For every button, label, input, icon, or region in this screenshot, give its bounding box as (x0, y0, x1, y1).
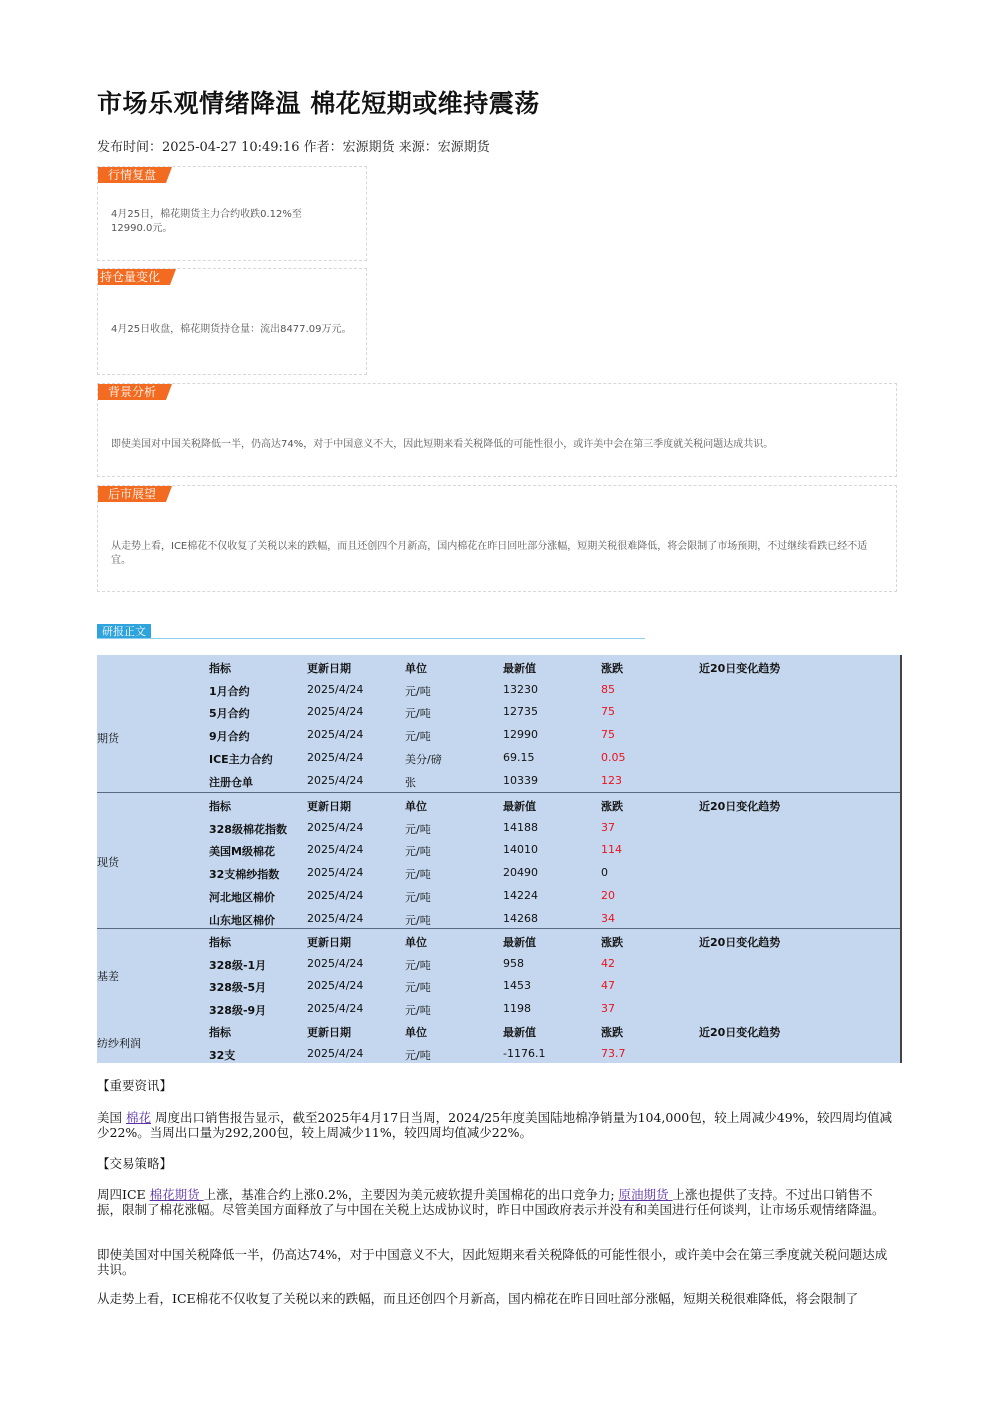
table-header-cell: 指标 (209, 1026, 231, 1039)
table-cell: 0.05 (601, 750, 626, 764)
strategy-paragraph (97, 1187, 897, 1217)
paragraph-3: 即使美国对中国关税降低一半，仍高达74%，对于中国意义不大，因此短期来看关税降低的可能性很小，或许美中会在第三季度就关税问题达成共识。 (97, 1247, 888, 1277)
table-header-cell: 单位 (405, 1026, 427, 1039)
table-cell: 元/吨 (405, 1004, 431, 1018)
table-cell: 14268 (503, 911, 538, 925)
table-section (97, 1019, 900, 1063)
table-header-cell: 最新值 (503, 936, 536, 949)
table-header-cell: 近20日变化趋势 (699, 1026, 781, 1039)
table-cell: 2025/4/24 (307, 866, 364, 880)
table-row-label: 9月合约 (209, 730, 250, 744)
table-cell: 元/吨 (405, 913, 431, 927)
table-group-label: 现货 (97, 856, 119, 869)
table-cell: 20 (601, 888, 615, 902)
table-cell: 2025/4/24 (307, 705, 364, 719)
table-header-cell: 近20日变化趋势 (699, 936, 781, 949)
table-cell: 73.7 (601, 1046, 626, 1060)
table-cell: 12990 (503, 728, 538, 742)
table-cell: 元/吨 (405, 730, 431, 744)
table-cell: 114 (601, 843, 622, 857)
table-cell: 元/吨 (405, 868, 431, 882)
table-cell: 元/吨 (405, 890, 431, 904)
table-cell: 75 (601, 728, 615, 742)
table-section (97, 655, 900, 792)
table-header-cell: 最新值 (503, 800, 536, 813)
table-header-cell: 近20日变化趋势 (699, 662, 781, 675)
position-box (97, 268, 367, 375)
table-section (97, 928, 900, 1020)
table-cell: 20490 (503, 866, 538, 880)
news-pre: 美国 (97, 1110, 126, 1125)
review-box (97, 166, 367, 261)
table-cell: 2025/4/24 (307, 773, 364, 787)
paragraph-4: 从走势上看，ICE棉花不仅收复了关税以来的跌幅，而且还创四个月新高，国内棉花在昨日回吐部分涨幅，短期关税很难降低，将会限制了 (97, 1291, 859, 1306)
table-header-cell: 最新值 (503, 1026, 536, 1039)
table-cell: 元/吨 (405, 1048, 431, 1062)
table-group-label: 基差 (97, 970, 119, 983)
news-paragraph (97, 1110, 897, 1140)
table-header-cell: 更新日期 (307, 936, 351, 949)
table-header-cell: 涨跌 (601, 936, 623, 949)
crude-oil-futures-link[interactable]: 原油期货 (618, 1187, 673, 1202)
table-row-label: 328级-5月 (209, 981, 267, 995)
table-header-cell: 指标 (209, 662, 231, 675)
table-cell: 2025/4/24 (307, 956, 364, 970)
table-header-cell: 涨跌 (601, 662, 623, 675)
position-text: 4月25日收盘，棉花期货持仓量：流出8477.09万元。 (111, 324, 352, 335)
table-cell: 123 (601, 773, 622, 787)
table-cell: 85 (601, 682, 615, 696)
news-post: 周度出口销售报告显示，截至2025年4月17日当周，2024/25年度美国陆地棉净销量为104,000包，较上周减少49%，较四周均值减少22%。当周出口量为292,200包，较上周减少11%，较四周均值减少22%。 (97, 1110, 893, 1140)
table-row-label: 注册仓单 (209, 775, 253, 789)
table-cell: 34 (601, 911, 615, 925)
table-cell: 37 (601, 1002, 615, 1016)
table-header-cell: 最新值 (503, 662, 536, 675)
table-row-label: 328级-1月 (209, 958, 267, 972)
cotton-futures-link[interactable]: 棉花期货 (149, 1187, 204, 1202)
review-tag: 行情复盘 (98, 167, 166, 183)
table-cell: 69.15 (503, 750, 535, 764)
outlook-box (97, 485, 897, 592)
table-row-label: 河北地区棉价 (209, 890, 275, 904)
table-cell: 47 (601, 979, 615, 993)
table-cell: 14188 (503, 820, 538, 834)
table-header-cell: 指标 (209, 936, 231, 949)
table-header-cell: 单位 (405, 662, 427, 675)
table-section (97, 792, 900, 929)
table-cell: 2025/4/24 (307, 820, 364, 834)
table-cell: 10339 (503, 773, 538, 787)
outlook-tag: 后市展望 (98, 486, 166, 502)
table-cell: 42 (601, 956, 615, 970)
table-cell: 958 (503, 956, 524, 970)
table-header-cell: 涨跌 (601, 1026, 623, 1039)
table-header-cell: 更新日期 (307, 800, 351, 813)
table-cell: 1453 (503, 979, 531, 993)
table-group-label: 纺纱利润 (97, 1037, 141, 1050)
table-cell: 14224 (503, 888, 538, 902)
table-cell: 2025/4/24 (307, 843, 364, 857)
review-text: 4月25日，棉花期货主力合约收跌0.12%至12990.0元。 (111, 209, 302, 234)
table-row-label: 32支 (209, 1048, 236, 1062)
table-cell: 元/吨 (405, 958, 431, 972)
table-cell: 元/吨 (405, 981, 431, 995)
table-header-cell: 单位 (405, 936, 427, 949)
table-row-label: 32支棉纱指数 (209, 868, 280, 882)
table-cell: 75 (601, 705, 615, 719)
table-group-label: 期货 (97, 732, 119, 745)
table-row-label: ICE主力合约 (209, 752, 273, 766)
table-header-cell: 指标 (209, 800, 231, 813)
table-cell: 13230 (503, 682, 538, 696)
table-row-label: 328级-9月 (209, 1004, 267, 1018)
table-cell: 1198 (503, 1002, 531, 1016)
table-header-cell: 单位 (405, 800, 427, 813)
table-cell: 37 (601, 820, 615, 834)
table-cell: 2025/4/24 (307, 979, 364, 993)
table-header-cell: 涨跌 (601, 800, 623, 813)
outlook-text: 从走势上看，ICE棉花不仅收复了关税以来的跌幅，而且还创四个月新高，国内棉花在昨日回吐部分涨幅，短期关税很难降低，将会限制了市场预期，不过继续看跌已经不适宜。 (111, 541, 868, 566)
table-cell: 元/吨 (405, 684, 431, 698)
table-cell: 2025/4/24 (307, 911, 364, 925)
table-cell: 元/吨 (405, 707, 431, 721)
table-cell: 2025/4/24 (307, 750, 364, 764)
table-cell: 0 (601, 866, 608, 880)
table-header-cell: 更新日期 (307, 1026, 351, 1039)
research-tag: 研报正文 (97, 624, 151, 639)
table-cell: 2025/4/24 (307, 888, 364, 902)
strategy-pre: 周四ICE (97, 1187, 150, 1202)
table-header-cell: 近20日变化趋势 (699, 800, 781, 813)
strategy-post: 上涨也提供了支持。不过出口销售不振，限制了棉花涨幅。尽管美国方面释放了与中国在关税上达成协议时，昨日中国政府表示并没有和美国进行任何谈判，让市场乐观情绪降温。 (97, 1187, 885, 1217)
table-cell: 元/吨 (405, 822, 431, 836)
article-meta: 发布时间：2025-04-27 10:49:16 作者：宏源期货 来源：宏源期货 (97, 140, 490, 155)
article-title: 市场乐观情绪降温 棉花短期或维持震荡 (97, 89, 540, 118)
table-row-label: 美国M级棉花 (209, 845, 275, 859)
table-cell: 元/吨 (405, 845, 431, 859)
table-cell: 2025/4/24 (307, 728, 364, 742)
background-box (97, 383, 897, 477)
table-cell: 2025/4/24 (307, 1002, 364, 1016)
strategy-mid: 上涨，基准合约上涨0.2%，主要因为美元疲软提升美国棉花的出口竞争力; (203, 1187, 619, 1202)
table-row-label: 328级棉花指数 (209, 822, 287, 836)
news-heading: 【重要资讯】 (97, 1078, 173, 1093)
table-row-label: 山东地区棉价 (209, 913, 275, 927)
table-header-cell: 更新日期 (307, 662, 351, 675)
table-row-label: 1月合约 (209, 684, 250, 698)
table-cell: 14010 (503, 843, 538, 857)
market-data-table (97, 655, 902, 1063)
strategy-heading: 【交易策略】 (97, 1156, 173, 1171)
position-tag: 持仓量变化 (98, 269, 170, 285)
background-tag: 背景分析 (98, 384, 166, 400)
table-cell: -1176.1 (503, 1046, 546, 1060)
table-row-label: 5月合约 (209, 707, 250, 721)
research-divider (97, 638, 645, 639)
cotton-link[interactable]: 棉花 (125, 1110, 151, 1125)
table-cell: 2025/4/24 (307, 1046, 364, 1060)
background-text: 即使美国对中国关税降低一半，仍高达74%，对于中国意义不大，因此短期来看关税降低的可能性很小，或许美中会在第三季度就关税问题达成共识。 (111, 439, 774, 450)
table-cell: 美分/磅 (405, 752, 442, 766)
table-cell: 12735 (503, 705, 538, 719)
table-cell: 2025/4/24 (307, 682, 364, 696)
table-cell: 张 (405, 775, 416, 789)
